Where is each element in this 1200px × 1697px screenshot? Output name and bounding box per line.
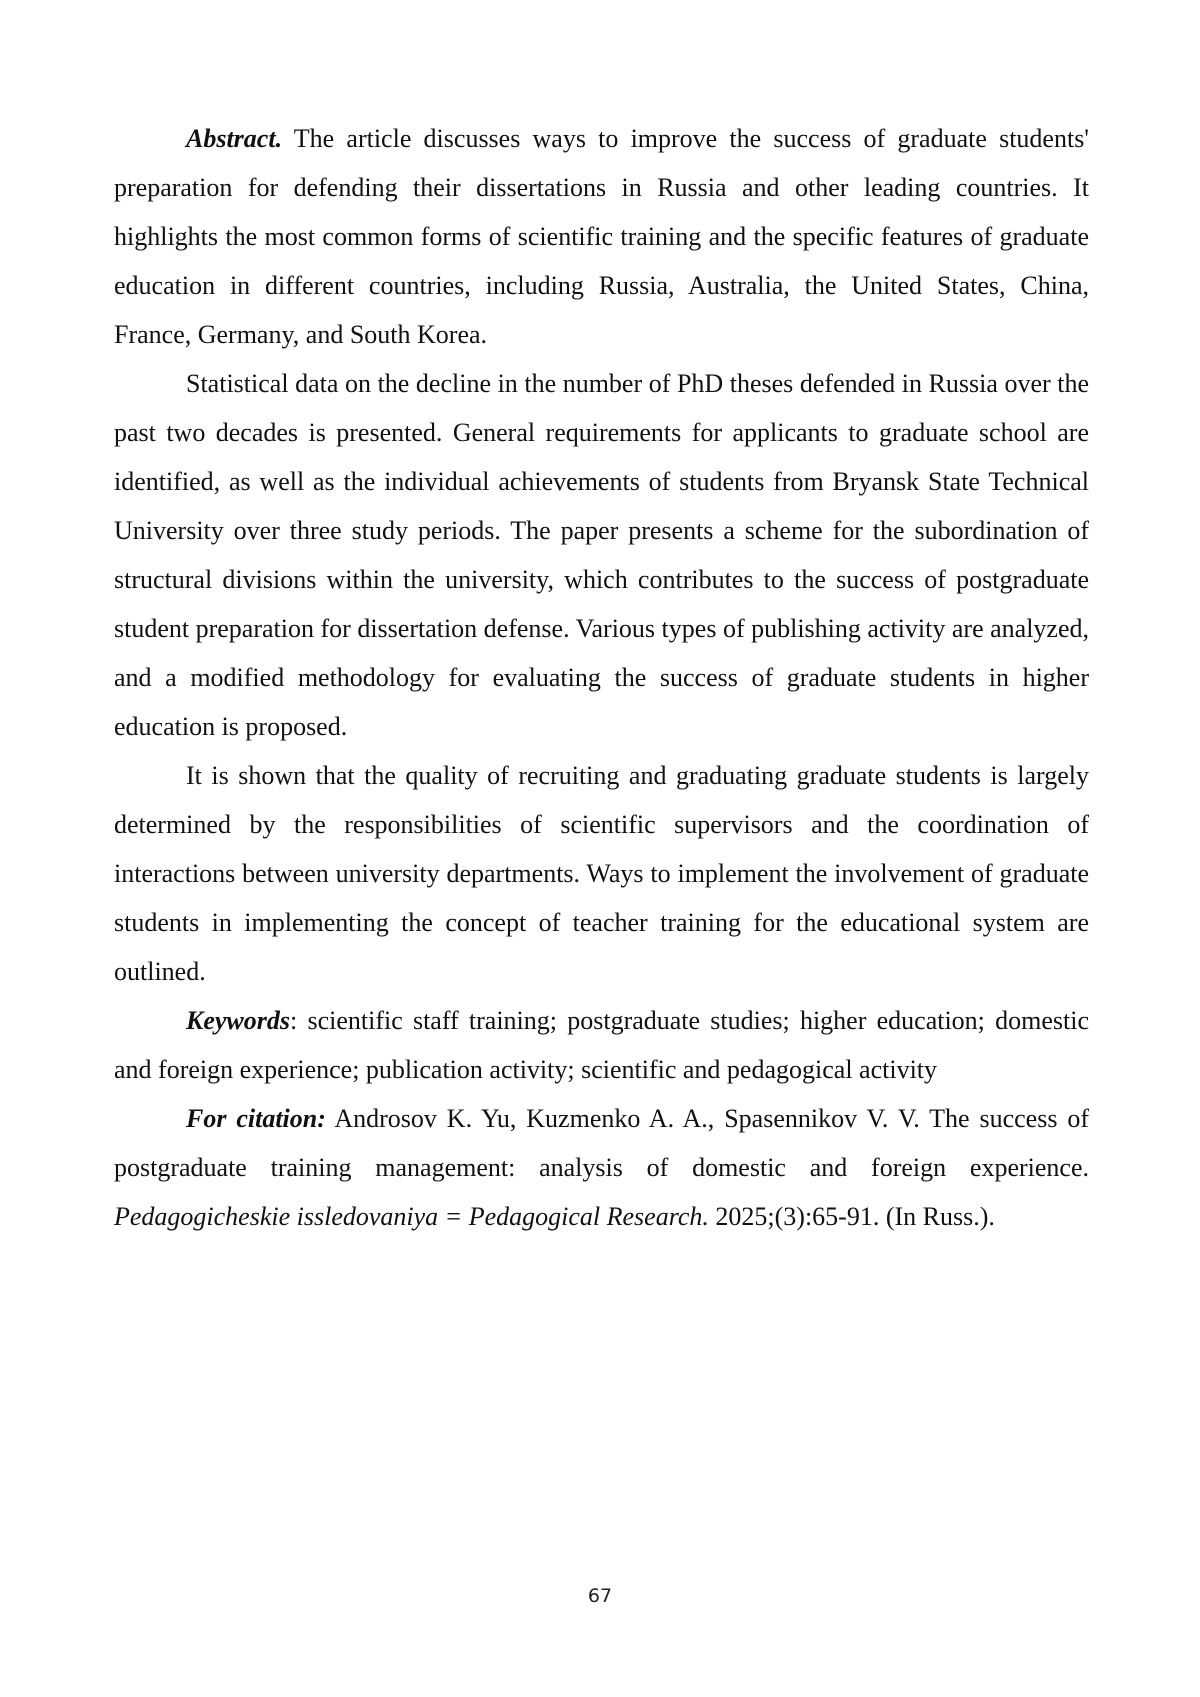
citation-journal: Pedagogicheskie issledovaniya = Pedagogical Research.: [114, 1202, 709, 1231]
abstract-text: The article discusses ways to improve the success of graduate students' preparation for defending their dissertations in Russia and other leading countries. It highlights the most common forms of scientific training and the specific features of graduate education in different countries, including Russia, Australia, the United States, China, France, Germany, and South Korea.: [114, 124, 1089, 349]
abstract-paragraph-1: [114, 114, 1089, 359]
citation-label: For citation:: [186, 1104, 326, 1133]
page-number: 67: [587, 1585, 613, 1607]
citation-authors-title: Androsov K. Yu, Kuzmenko A. A., Spasennikov V. V. The success of postgraduate training management: analysis of domestic and foreign experience.: [114, 1104, 1090, 1182]
abstract-section: [114, 114, 1089, 1241]
abstract-paragraph-2: Statistical data on the decline in the number of PhD theses defended in Russia over the past two decades is presented. General requirements for applicants to graduate school are identified, as well as the individual achievements of students from Bryansk State Technical University over three study periods. The paper presents a scheme for the subordination of structural divisions within the university, which contributes to the success of postgraduate student preparation for dissertation defense. Various types of publishing activity are analyzed, and a modified methodology for evaluating the success of graduate students in higher education is proposed.: [114, 369, 1089, 741]
citation-paragraph: [114, 1094, 1089, 1241]
keywords-text: : scientific staff training; postgraduate studies; higher education; domestic and foreign experience; publication activity; scientific and pedagogical activity: [114, 1006, 1089, 1084]
abstract-paragraph-3: It is shown that the quality of recruiting and graduating graduate students is largely determined by the responsibilities of scientific supervisors and the coordination of interactions between university departments. Ways to implement the involvement of graduate students in implementing the concept of teacher training for the educational system are outlined.: [114, 761, 1089, 986]
keywords-paragraph: [114, 996, 1089, 1094]
abstract-label: Abstract.: [186, 124, 283, 153]
keywords-label: Keywords: [186, 1006, 290, 1035]
citation-details: 2025;(3):65-91. (In Russ.).: [708, 1202, 995, 1231]
